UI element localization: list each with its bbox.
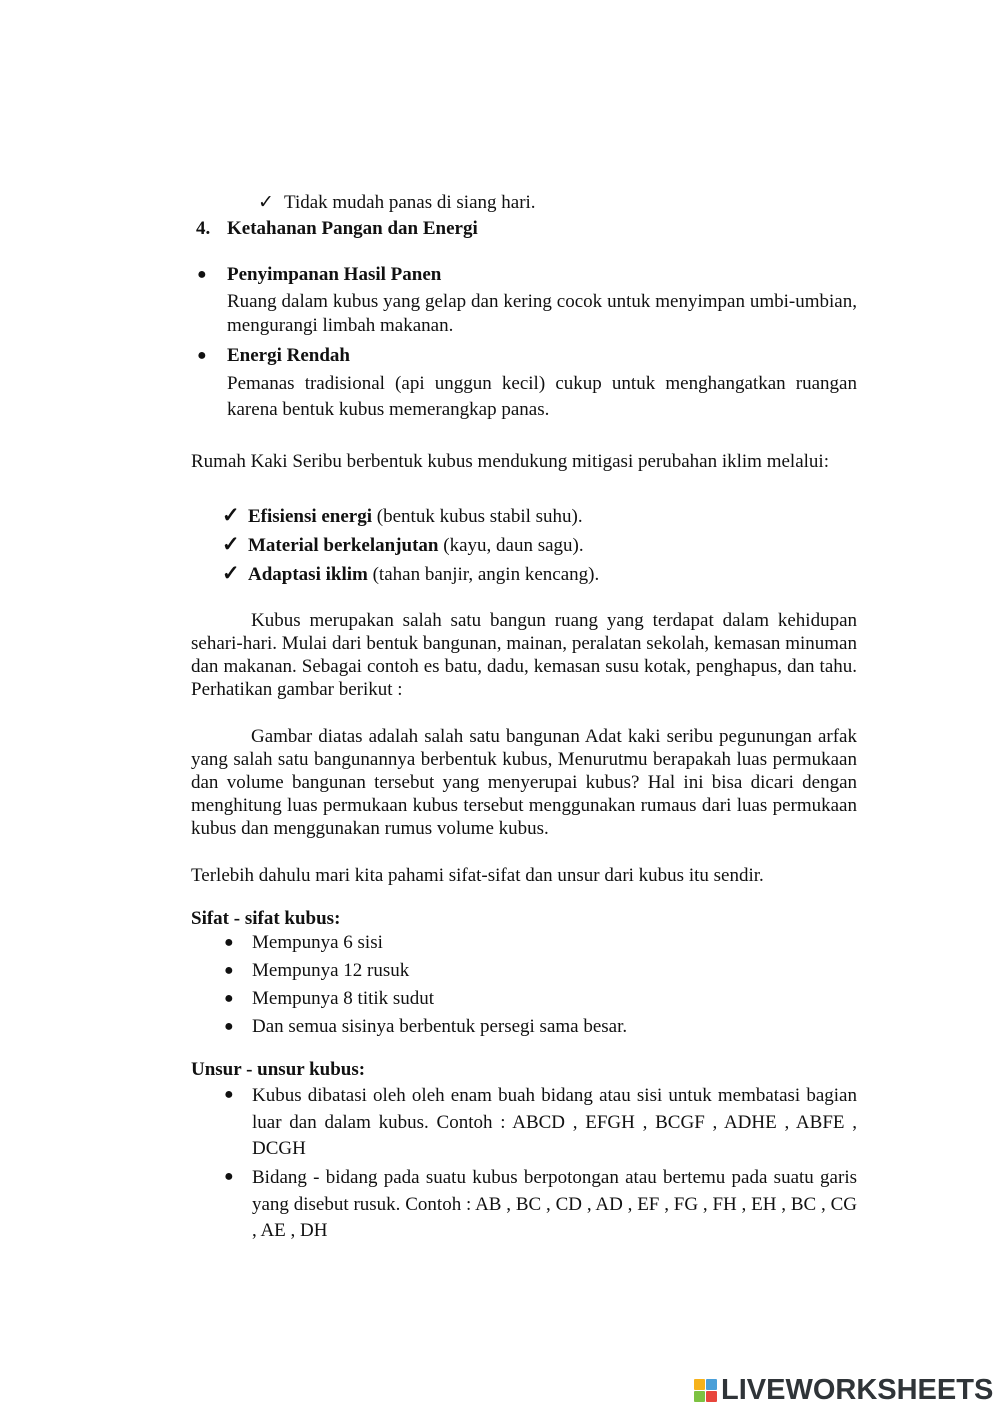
bullet-icon: ●	[197, 266, 207, 283]
bullet-title: Penyimpanan Hasil Panen	[227, 264, 442, 285]
bullet-title: Energi Rendah	[227, 345, 350, 366]
checkmark-icon: ✓	[222, 561, 240, 585]
check-item-intro	[258, 191, 536, 215]
sifat-heading: Sifat - sifat kubus:	[191, 908, 341, 929]
unsur-item: Kubus dibatasi oleh oleh enam buah bidang atau sisi untuk membatasi bagian luar dan dalam kubus. Contoh : ABCD , EFGH , BCGF , ADHE , ABFE , DCGH	[252, 1085, 857, 1159]
bullet-icon: ●	[224, 934, 234, 951]
sifat-item: Mempunya 8 titik sudut	[252, 988, 435, 1009]
section-number: 4.	[196, 218, 211, 239]
mitigation-item-rest: (kayu, daun sagu).	[438, 535, 584, 556]
bullet-icon: ●	[197, 347, 207, 364]
paragraph-3: Terlebih dahulu mari kita pahami sifat-sifat dan unsur dari kubus itu sendir.	[191, 865, 764, 886]
liveworksheets-logo-icon	[693, 1376, 719, 1404]
mitigation-intro: Rumah Kaki Seribu berbentuk kubus mendukung mitigasi perubahan iklim melalui:	[191, 451, 829, 472]
mitigation-item	[222, 561, 599, 587]
paragraph-2: Gambar diatas adalah salah satu bangunan Adat kaki seribu pegunungan arfak yang salah satu bangunannya berbentuk kubus, Menurutmu berapakah luas permukaan dan volume bangunan tersebut yang menyerupai kubus? Hal ini bisa dicari dengan menghitung luas permukaan kubus tersebut menggunakan rumaus dari luas permukaan kubus dan menggunakan rumus volume kubus.	[191, 726, 857, 839]
mitigation-item-rest: (tahan banjir, angin kencang).	[367, 564, 600, 585]
sifat-item: Mempunya 6 sisi	[252, 932, 383, 953]
check-item-text: Tidak mudah panas di siang hari.	[284, 192, 536, 213]
unsur-item: Bidang - bidang pada suatu kubus berpotongan atau bertemu pada suatu garis yang disebut rusuk. Contoh : AB , BC , CD , AD , EF , FG , FH , EH , BC , CG , AE , DH	[252, 1167, 857, 1241]
checkmark-icon: ✓	[222, 503, 240, 527]
mitigation-item	[222, 503, 583, 529]
mitigation-item	[222, 532, 584, 558]
bullet-icon: ●	[224, 990, 234, 1007]
bullet-text: Ruang dalam kubus yang gelap dan kering cocok untuk menyimpan umbi-umbian, mengurangi limbah makanan.	[227, 291, 857, 336]
unsur-heading: Unsur - unsur kubus:	[191, 1059, 366, 1080]
mitigation-item-bold: Material berkelanjutan	[248, 535, 439, 556]
paragraph-1: Kubus merupakan salah satu bangun ruang yang terdapat dalam kehidupan sehari-hari. Mulai dari bentuk bangunan, mainan, peralatan sekolah, kemasan minuman dan makanan. Sebagai contoh es batu, dadu, kemasan susu kotak, penghapus, dan tahu. Perhatikan gambar berikut :	[191, 610, 857, 700]
mitigation-item-rest: (bentuk kubus stabil suhu).	[372, 506, 583, 527]
sifat-item: Mempunya 12 rusuk	[252, 960, 410, 981]
checkmark-icon: ✓	[222, 532, 240, 556]
mitigation-item-bold: Efisiensi energi	[248, 506, 373, 527]
checkmark-icon: ✓	[258, 192, 274, 213]
liveworksheets-logo-text: LIVEWORKSHEETS	[721, 1373, 994, 1406]
bullet-icon: ●	[224, 1086, 234, 1103]
bullet-icon: ●	[224, 1018, 234, 1035]
sifat-item: Dan semua sisinya berbentuk persegi sama besar.	[252, 1016, 628, 1037]
section-title: Ketahanan Pangan dan Energi	[227, 218, 478, 239]
mitigation-item-bold: Adaptasi iklim	[248, 564, 368, 585]
bullet-text: Pemanas tradisional (api unggun kecil) cukup untuk menghangatkan ruangan karena bentuk kubus memerangkap panas.	[227, 373, 857, 420]
bullet-icon: ●	[224, 1168, 234, 1185]
liveworksheets-logo[interactable]	[693, 1373, 993, 1407]
bullet-icon: ●	[224, 962, 234, 979]
